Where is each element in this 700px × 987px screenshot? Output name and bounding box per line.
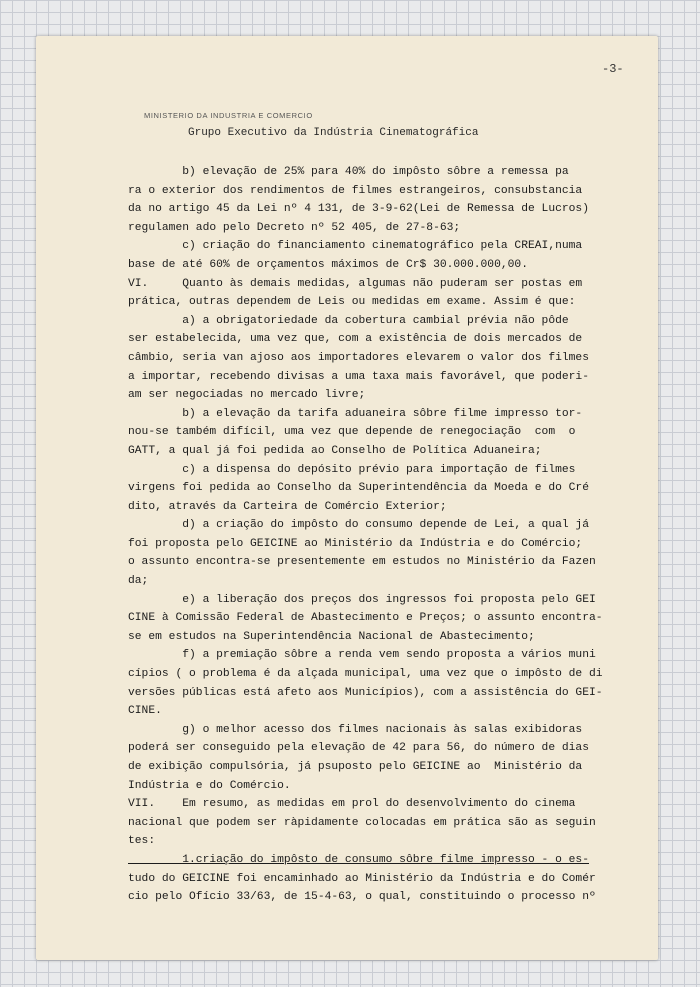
text-line: f) a premiação sôbre a renda vem sendo proposta a vários muni — [128, 649, 596, 662]
text-line: câmbio, seria van ajoso aos importadores elevarem o valor dos filmes — [128, 351, 589, 364]
text-line: b) a elevação da tarifa aduaneira sôbre filme impresso tor- — [128, 407, 583, 420]
text-line: g) o melhor acesso dos filmes nacionais às salas exibidoras — [128, 723, 583, 736]
text-line: Indústria e do Comércio. — [128, 779, 291, 792]
text-line: c) a dispensa do depósito prévio para importação de filmes — [128, 463, 576, 476]
text-line: poderá ser conseguido pela elevação de 42 para 56, do número de dias — [128, 742, 589, 755]
text-line: CINE. — [128, 705, 162, 718]
page-number: -3- — [602, 62, 624, 76]
text-line: virgens foi pedida ao Conselho da Superintendência da Moeda e do Cré — [128, 482, 589, 495]
text-line: b) elevação de 25% para 40% do impôsto sôbre a remessa pa — [128, 166, 569, 178]
text-line: dito, através da Carteira de Comércio Exterior; — [128, 500, 447, 513]
text-line: tudo do GEICINE foi encaminhado ao Ministério da Indústria e do Comér — [128, 872, 596, 885]
text-line: a importar, recebendo divisas a uma taxa mais favorável, que poderi- — [128, 370, 589, 383]
text-line: nou-se também difícil, uma vez que depende de renegociação com o — [128, 426, 576, 439]
text-line: VI. Quanto às demais medidas, algumas não puderam ser postas em — [128, 277, 583, 290]
text-line: regulamen ado pelo Decreto nº 52 405, de 27-8-63; — [128, 221, 461, 234]
text-line: cípios ( o problema é da alçada municipal, uma vez que o impôsto de di — [128, 668, 603, 681]
text-line: e) a liberação dos preços dos ingressos foi proposta pelo GEI — [128, 593, 596, 606]
document-body — [128, 163, 664, 907]
text-line: se em estudos na Superintendência Nacional de Abastecimento; — [128, 630, 535, 643]
text-line: da; — [128, 575, 149, 588]
text-line: am ser negociadas no mercado livre; — [128, 389, 366, 402]
text-line: versões públicas está afeto aos Municípios), com a assistência do GEI- — [128, 686, 603, 699]
text-line-underlined: 1.criação do impôsto de consumo sôbre filme impresso - o es- — [128, 853, 589, 866]
text-line: de exibição compulsória, já psuposto pelo GEICINE ao Ministério da — [128, 761, 583, 773]
text-line: prática, outras dependem de Leis ou medidas em exame. Assim é que: — [128, 296, 576, 309]
letterhead-group-title: Grupo Executivo da Indústria Cinematográfica — [188, 127, 479, 139]
document-page — [36, 36, 658, 960]
text-line: da no artigo 45 da Lei nº 4 131, de 3-9-62(Lei de Remessa de Lucros) — [128, 203, 589, 216]
text-line: foi proposta pelo GEICINE ao Ministério da Indústria e do Comércio; — [128, 537, 583, 550]
text-line: ra o exterior dos rendimentos de filmes estrangeiros, consubstancia — [128, 184, 583, 197]
text-line: ser estabelecida, uma vez que, com a existência de dois mercados de — [128, 333, 583, 346]
text-line: c) criação do financiamento cinematográfico pela CREAI,numa — [128, 240, 583, 253]
text-line: d) a criação do impôsto do consumo depende de Lei, a qual já — [128, 519, 589, 532]
text-line: CINE à Comissão Federal de Abastecimento e Preços; o assunto encontra- — [128, 612, 603, 625]
text-line: VII. Em resumo, as medidas em prol do desenvolvimento do cinema — [128, 798, 576, 811]
text-line: tes: — [128, 835, 156, 848]
text-line: a) a obrigatoriedade da cobertura cambial prévia não pôde — [128, 314, 569, 327]
text-line: o assunto encontra-se presentemente em estudos no Ministério da Fazen — [128, 556, 596, 569]
letterhead-ministry: MINISTERIO DA INDUSTRIA E COMERCIO — [144, 111, 313, 120]
text-line: base de até 60% de orçamentos máximos de Cr$ 30.000.000,00. — [128, 258, 528, 271]
text-line: GATT, a qual já foi pedida ao Conselho de Política Aduaneira; — [128, 444, 542, 457]
text-line: cio pelo Ofício 33/63, de 15-4-63, o qual, constituindo o processo nº — [128, 891, 596, 904]
text-line: nacional que podem ser ràpidamente colocadas em prática são as seguin — [128, 816, 596, 829]
